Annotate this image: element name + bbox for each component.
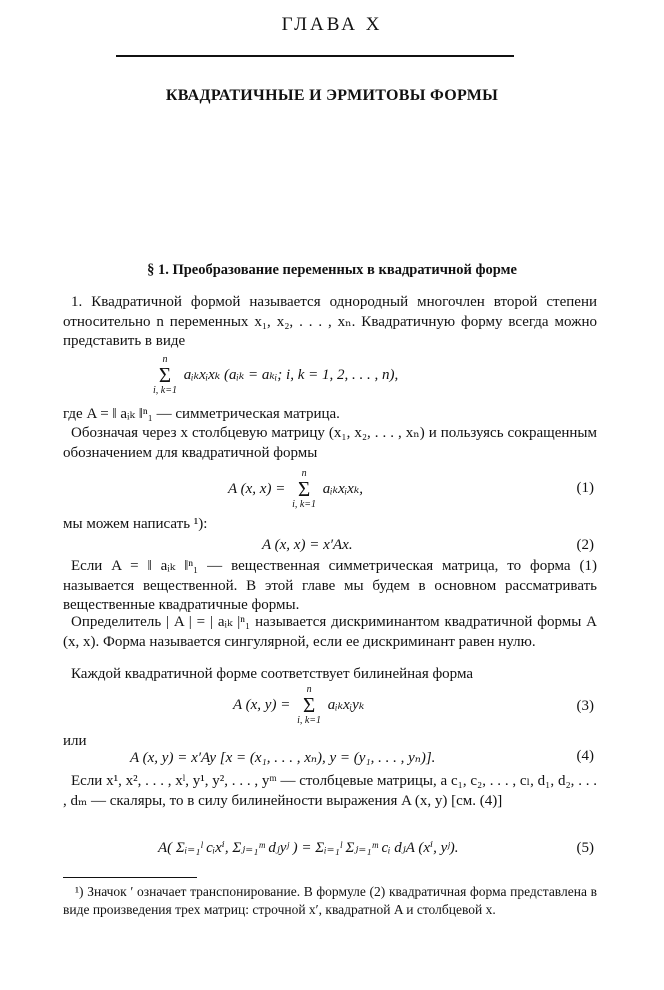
equation-quadratic-sum (150, 355, 398, 396)
section-heading: § 1. Преобразование переменных в квадратичной форме (147, 262, 517, 278)
equation-2-number: (2) (576, 537, 594, 553)
sum-lower-limit: i, k=1 (153, 385, 177, 396)
sum-lower-limit: i, k=1 (292, 499, 317, 510)
paragraph-discriminant: Определитель | A | = | aᵢₖ |ⁿ₁ называется дискриминантом квадратичной формы A (x, x). Форма называется сингулярной, если ее дискриминант равен нулю. (63, 614, 597, 650)
paragraph-real-form: Если A = ‖ aᵢₖ ‖ⁿ₁ — вещественная симметрическая матрица, то форма (1) называется вещественной. В этой главе мы будем в основном рассматривать вещественные квадратичные формы. (63, 558, 597, 613)
equation-1 (228, 469, 363, 510)
sum-upper-limit: n (301, 468, 307, 479)
paragraph-column-matrix: Обозначая через x столбцевую матрицу (x₁, x₂, . . . , xₙ) и пользуясь сокращенным обозначением для квадратичной формы (63, 425, 597, 461)
equation-3-lhs: A (x, y) = (233, 696, 291, 713)
equation-4: A (x, y) = x′Ay [x = (x₁, . . . , xₙ), y = (y₁, . . . , yₙ)]. (130, 750, 436, 766)
sum-symbol: n Σ i, k=1 (297, 684, 322, 726)
equation-3-rhs: aᵢₖxᵢyₖ (327, 696, 365, 713)
sum-symbol: n Σ i, k=1 (153, 354, 177, 396)
equation-1-lhs: A (x, x) = (228, 480, 286, 497)
equation-5-number: (5) (576, 840, 594, 856)
equation-4-number: (4) (576, 748, 594, 764)
equation-2: A (x, x) = x′Ax. (262, 537, 353, 553)
paragraph-bilinearity: Если x¹, x², . . . , xˡ, y¹, y², . . . , yᵐ — столбцевые матрицы, а c₁, c₂, . . . , cₗ, d₁, d₂, . . . , dₘ — скаляры, то в силу билинейности выражения A (x, y) [см. (4)] (63, 773, 597, 809)
chapter-heading: ГЛАВА X (281, 14, 383, 35)
sum-upper-limit: n (162, 354, 168, 365)
chapter-title: КВАДРАТИЧНЫЕ И ЭРМИТОВЫ ФОРМЫ (165, 87, 499, 104)
sum-symbol: n Σ i, k=1 (292, 468, 317, 510)
paragraph-bilinear-intro: Каждой квадратичной форме соответствует билинейная форма (71, 666, 474, 682)
footnote: ¹) Значок ′ означает транспонирование. В формуле (2) квадратичная форма представлена в виде произведения трех матриц: строчной x′, квадратной A и столбцевой x. (63, 884, 597, 917)
chapter-rule (116, 55, 514, 57)
paragraph-symmetric-matrix: где A = ‖ aᵢₖ ‖ⁿ₁ — симметрическая матрица. (63, 406, 340, 422)
footnote-rule (63, 877, 197, 878)
paragraph-we-can-write: мы можем написать ¹): (63, 516, 208, 532)
equation-5: A( Σᵢ₌₁ˡ cᵢxⁱ, Σⱼ₌₁ᵐ dⱼyʲ ) = Σᵢ₌₁ˡ Σⱼ₌₁ᵐ cᵢ dⱼA (xⁱ, yʲ). (158, 840, 459, 856)
equation-3-number: (3) (576, 698, 594, 714)
paragraph-definition: 1. Квадратичной формой называется однородный многочлен второй степени относительно n переменных x₁, x₂, . . . , xₙ. Квадратичную форму всегда можно представить в виде (63, 294, 597, 349)
paragraph-or: или (63, 733, 87, 749)
equation-3 (233, 685, 364, 726)
equation-1-number: (1) (576, 480, 594, 496)
equation-1-rhs: aᵢₖxᵢxₖ, (322, 480, 364, 497)
equation-quadratic-body: aᵢₖxᵢxₖ (aᵢₖ = aₖᵢ; i, k = 1, 2, . . . , n), (183, 366, 399, 383)
sum-upper-limit: n (306, 684, 312, 695)
sum-lower-limit: i, k=1 (297, 715, 322, 726)
